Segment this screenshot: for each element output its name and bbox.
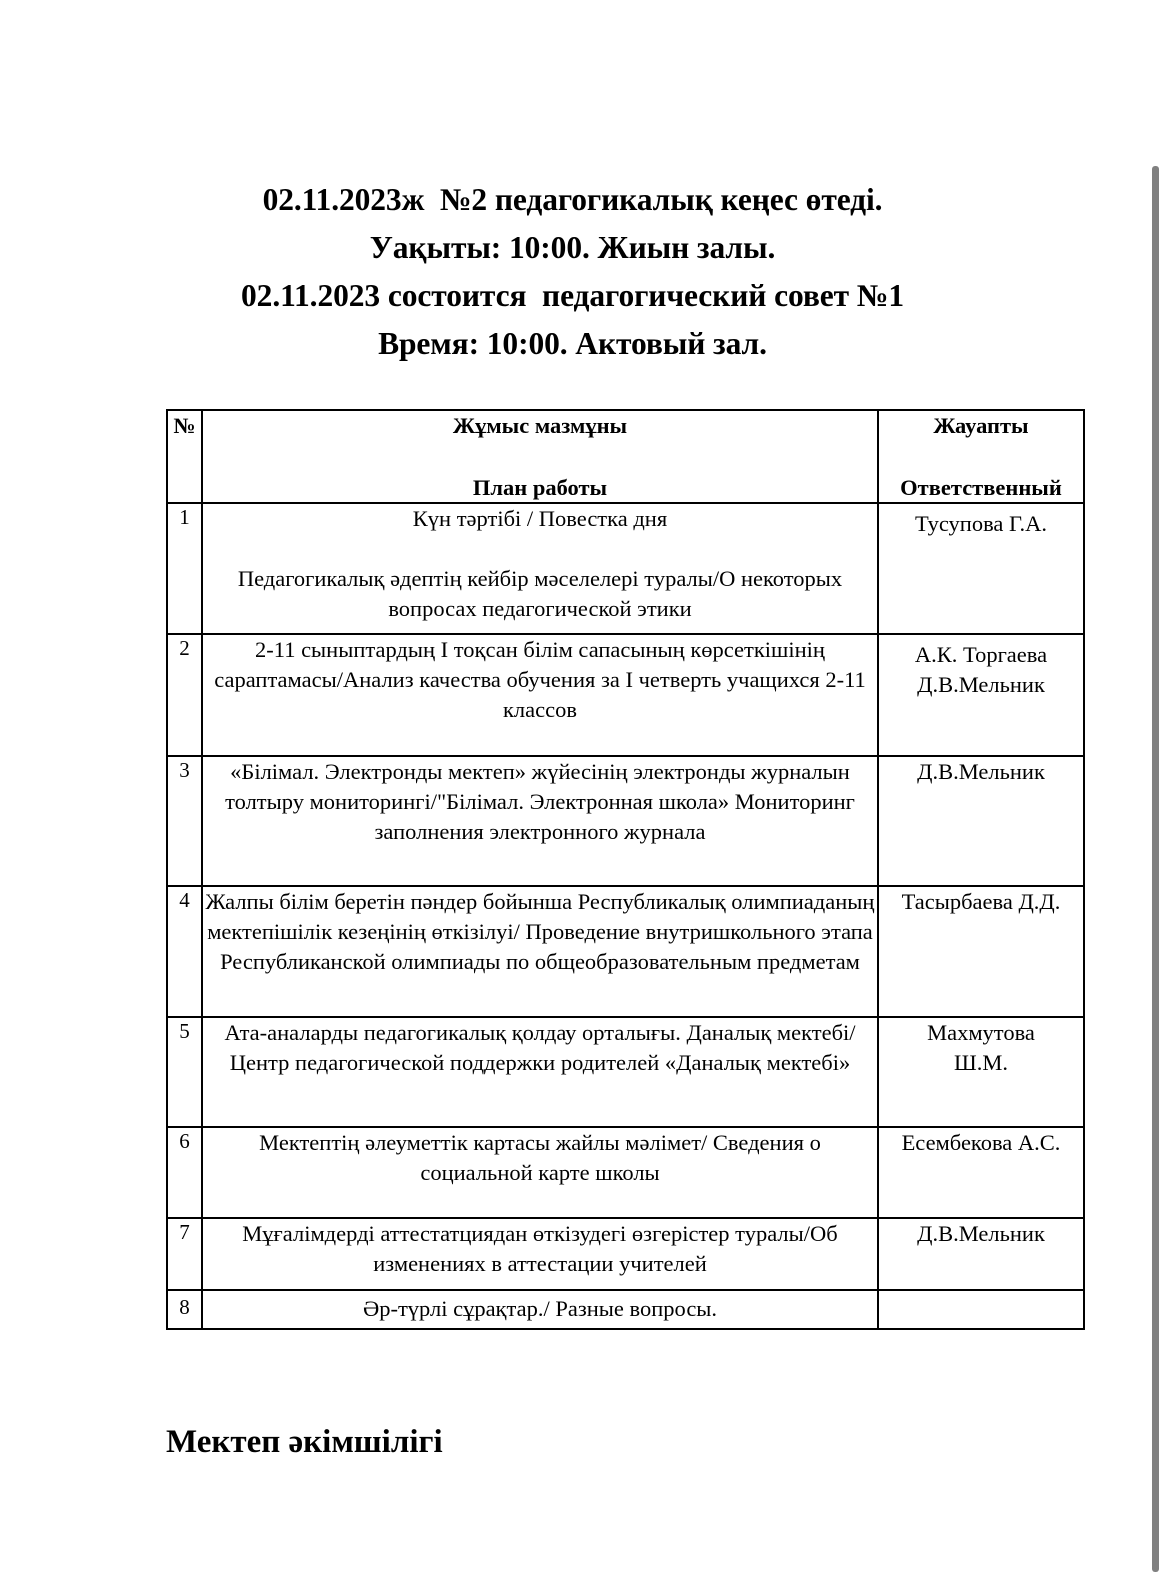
- row-number: 3: [167, 756, 202, 886]
- responsible-name: Тусупова Г.А.: [914, 511, 1047, 537]
- row-content-paragraph: Мұғалімдерді аттестатциядан өткізудегі өзгерістер туралы/Об изменениях в аттестации учителей: [242, 1221, 838, 1277]
- row-responsible: [878, 1017, 1084, 1127]
- row-content-paragraph: 2-11 сыныптардың I тоқсан білім сапасының көрсеткішінің сараптамасы/Анализ качества обучения за I четверть учащихся 2-11 классов: [214, 637, 866, 722]
- row-number: 1: [167, 503, 202, 634]
- title-line-3: 02.11.2023 состоится педагогический совет №1: [241, 278, 904, 313]
- title-line-1: 02.11.2023ж №2 педагогикалық кеңес өтеді.: [262, 182, 883, 217]
- table-row: [167, 1218, 1084, 1290]
- row-number: 2: [167, 634, 202, 756]
- column-header-content: [202, 410, 878, 503]
- responsible-name: Есембекова А.С.: [901, 1130, 1061, 1156]
- column-header-content-kk: Жұмыс мазмұны: [452, 413, 628, 438]
- row-content-paragraph: Мектептің әлеуметтік картасы жайлы мәлімет/ Сведения о социальной карте школы: [259, 1130, 821, 1186]
- row-content: [202, 634, 878, 756]
- table-row: [167, 503, 1084, 634]
- row-number: 8: [167, 1290, 202, 1329]
- row-responsible: [878, 1218, 1084, 1290]
- row-content: [202, 756, 878, 886]
- table-header-row: [167, 410, 1084, 503]
- vertical-scrollbar[interactable]: [1152, 0, 1170, 1572]
- column-header-responsible: [878, 410, 1084, 503]
- row-number: 5: [167, 1017, 202, 1127]
- column-header-responsible-kk: Жауапты: [933, 413, 1029, 438]
- responsible-name: Д.В.Мельник: [917, 759, 1045, 785]
- row-responsible: [878, 1290, 1084, 1329]
- row-responsible: [878, 886, 1084, 1017]
- responsible-name: Д.В.Мельник: [917, 672, 1045, 698]
- column-header-content-ru: План работы: [472, 474, 608, 500]
- row-content-paragraph: Жалпы білім беретін пәндер бойынша Республикалық олимпиаданың мектепішілік кезеңінің өткізілуі/ Проведение внутришкольного этапа Республиканской олимпиады по общеобразовательным предметам: [205, 889, 875, 974]
- row-content: [202, 503, 878, 634]
- page-title: [0, 176, 1145, 368]
- table-row: [167, 756, 1084, 886]
- row-content-paragraph: Педагогикалық әдептің кейбір мәселелері туралы/О некоторых вопросах педагогической этики: [237, 566, 843, 621]
- row-responsible: [878, 756, 1084, 886]
- responsible-name: Д.В.Мельник: [917, 1221, 1045, 1247]
- row-content: [202, 1290, 878, 1329]
- table-row: [167, 886, 1084, 1017]
- row-number: 6: [167, 1127, 202, 1218]
- row-content: [202, 886, 878, 1017]
- row-responsible: [878, 1127, 1084, 1218]
- responsible-name: А.К. Торгаева: [914, 642, 1048, 668]
- row-content-paragraph: Күн тәртібі / Повестка дня: [412, 506, 668, 532]
- table-row: [167, 634, 1084, 756]
- scrollbar-thumb[interactable]: [1152, 166, 1159, 1572]
- responsible-name: Тасырбаева Д.Д.: [901, 889, 1061, 915]
- title-line-4: Время: 10:00. Актовый зал.: [378, 326, 767, 361]
- row-content-paragraph: «Білімал. Электронды мектеп» жүйесінің электронды журналын толтыру мониторингі/"Білімал. Электронная школа» Мониторинг заполнения электронного журнала: [225, 759, 855, 844]
- table-row: [167, 1017, 1084, 1127]
- agenda-table: [166, 409, 1085, 1330]
- responsible-name: Ш.М.: [954, 1050, 1008, 1076]
- row-content-paragraph: Әр-түрлі сұрақтар./ Разные вопросы.: [362, 1296, 718, 1322]
- column-header-number: №: [167, 410, 202, 503]
- document-footer: Мектеп әкімшілігі: [166, 1424, 443, 1460]
- table-row: [167, 1127, 1084, 1218]
- title-line-2: Уақыты: 10:00. Жиын залы.: [369, 230, 776, 265]
- row-responsible: [878, 634, 1084, 756]
- column-header-responsible-ru: Ответственный: [900, 474, 1062, 500]
- row-number: 4: [167, 886, 202, 1017]
- row-content: [202, 1127, 878, 1218]
- responsible-name: Махмутова: [927, 1020, 1035, 1046]
- row-content: [202, 1218, 878, 1290]
- table-row: [167, 1290, 1084, 1329]
- row-content-paragraph: Ата-аналарды педагогикалық қолдау орталығы. Даналық мектебі/Центр педагогической поддержки родителей «Даналық мектебі»: [224, 1020, 856, 1076]
- row-responsible: [878, 503, 1084, 634]
- row-content: [202, 1017, 878, 1127]
- row-number: 7: [167, 1218, 202, 1290]
